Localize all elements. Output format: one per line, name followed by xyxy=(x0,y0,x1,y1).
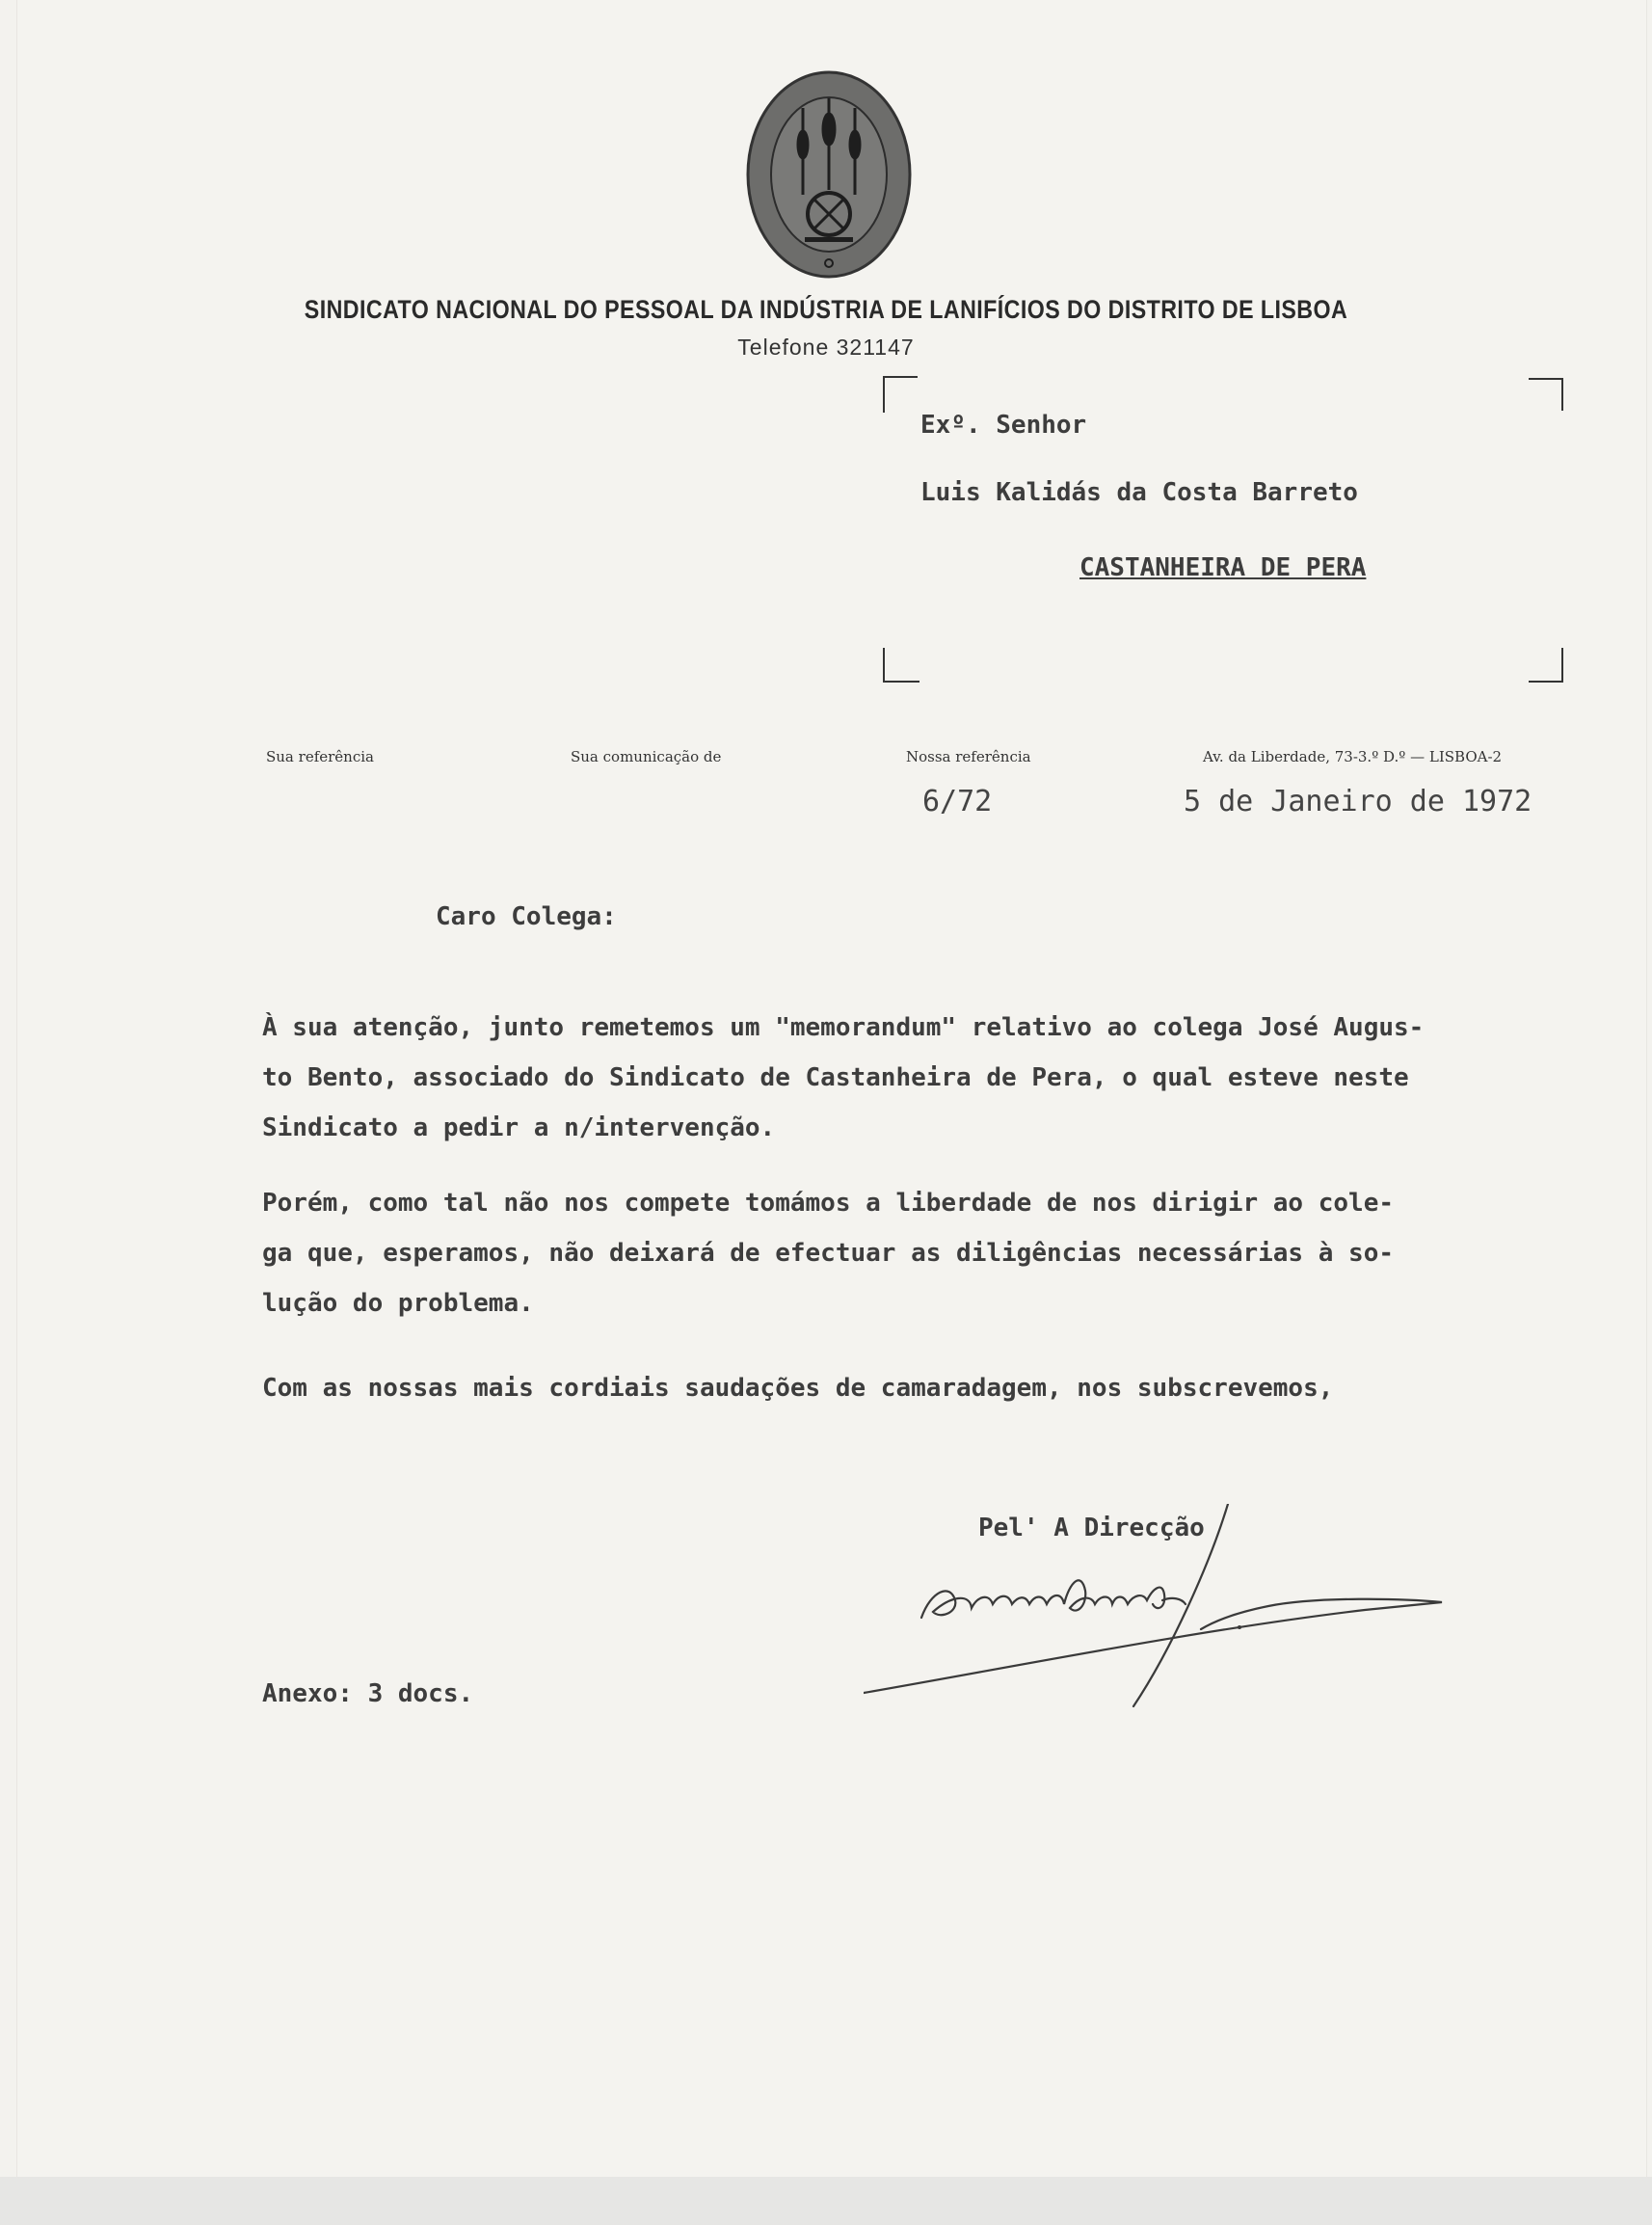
paragraph-line: Com as nossas mais cordiais saudações de camaradagem, nos subscrevemos, xyxy=(262,1374,1334,1403)
letterhead-telephone: Telefone 321147 xyxy=(737,335,915,360)
letterhead-organization: SINDICATO NACIONAL DO PESSOAL DA INDÚSTRIA DE LANIFÍCIOS DO DISTRITO DE LISBOA xyxy=(304,295,1348,324)
paragraph-line: lução do problema. xyxy=(262,1289,534,1318)
body-paragraph-3 xyxy=(262,1363,1602,1413)
annex-note: Anexo: 3 docs. xyxy=(262,1679,474,1708)
body-paragraph-2 xyxy=(262,1178,1602,1328)
address-window-corner-top-left xyxy=(883,376,918,413)
union-seal-logo xyxy=(745,69,913,280)
paragraph-line: À sua atenção, junto remetemos um "memorandum" relativo ao colega José Augus- xyxy=(262,1013,1425,1042)
paragraph-line: ga que, esperamos, não deixará de efectuar as diligências necessárias à so- xyxy=(262,1239,1394,1268)
paragraph-line: to Bento, associado do Sindicato de Castanheira de Pera, o qual esteve neste xyxy=(262,1063,1409,1092)
our-reference-number: 6/72 xyxy=(922,785,993,818)
handwritten-signature xyxy=(864,1504,1461,1716)
address-window-corner-bottom-left xyxy=(883,648,919,683)
greeting: Caro Colega: xyxy=(436,902,617,931)
your-reference-label: Sua referência xyxy=(266,748,374,765)
address-window-corner-top-right xyxy=(1529,378,1563,411)
paragraph-line: Porém, como tal não nos compete tomámos a liberdade de nos dirigir ao cole- xyxy=(262,1189,1394,1218)
your-communication-label: Sua comunicação de xyxy=(571,748,722,765)
paragraph-line: Sindicato a pedir a n/intervenção. xyxy=(262,1113,776,1142)
body-paragraph-1 xyxy=(262,1003,1602,1153)
letter-date: 5 de Janeiro de 1972 xyxy=(1184,785,1532,818)
recipient-city: CASTANHEIRA DE PERA xyxy=(1079,553,1367,582)
closing-on-behalf: Pel' A Direcção xyxy=(978,1514,1205,1542)
recipient-name: Luis Kalidás da Costa Barreto xyxy=(920,478,1358,507)
recipient-salutation: Exº. Senhor xyxy=(920,411,1087,440)
address-window-corner-bottom-right xyxy=(1529,648,1563,683)
scan-bottom-strip xyxy=(0,2177,1652,2225)
our-reference-label: Nossa referência xyxy=(906,748,1031,765)
sender-address: Av. da Liberdade, 73-3.º D.º — LISBOA-2 xyxy=(1203,748,1503,765)
